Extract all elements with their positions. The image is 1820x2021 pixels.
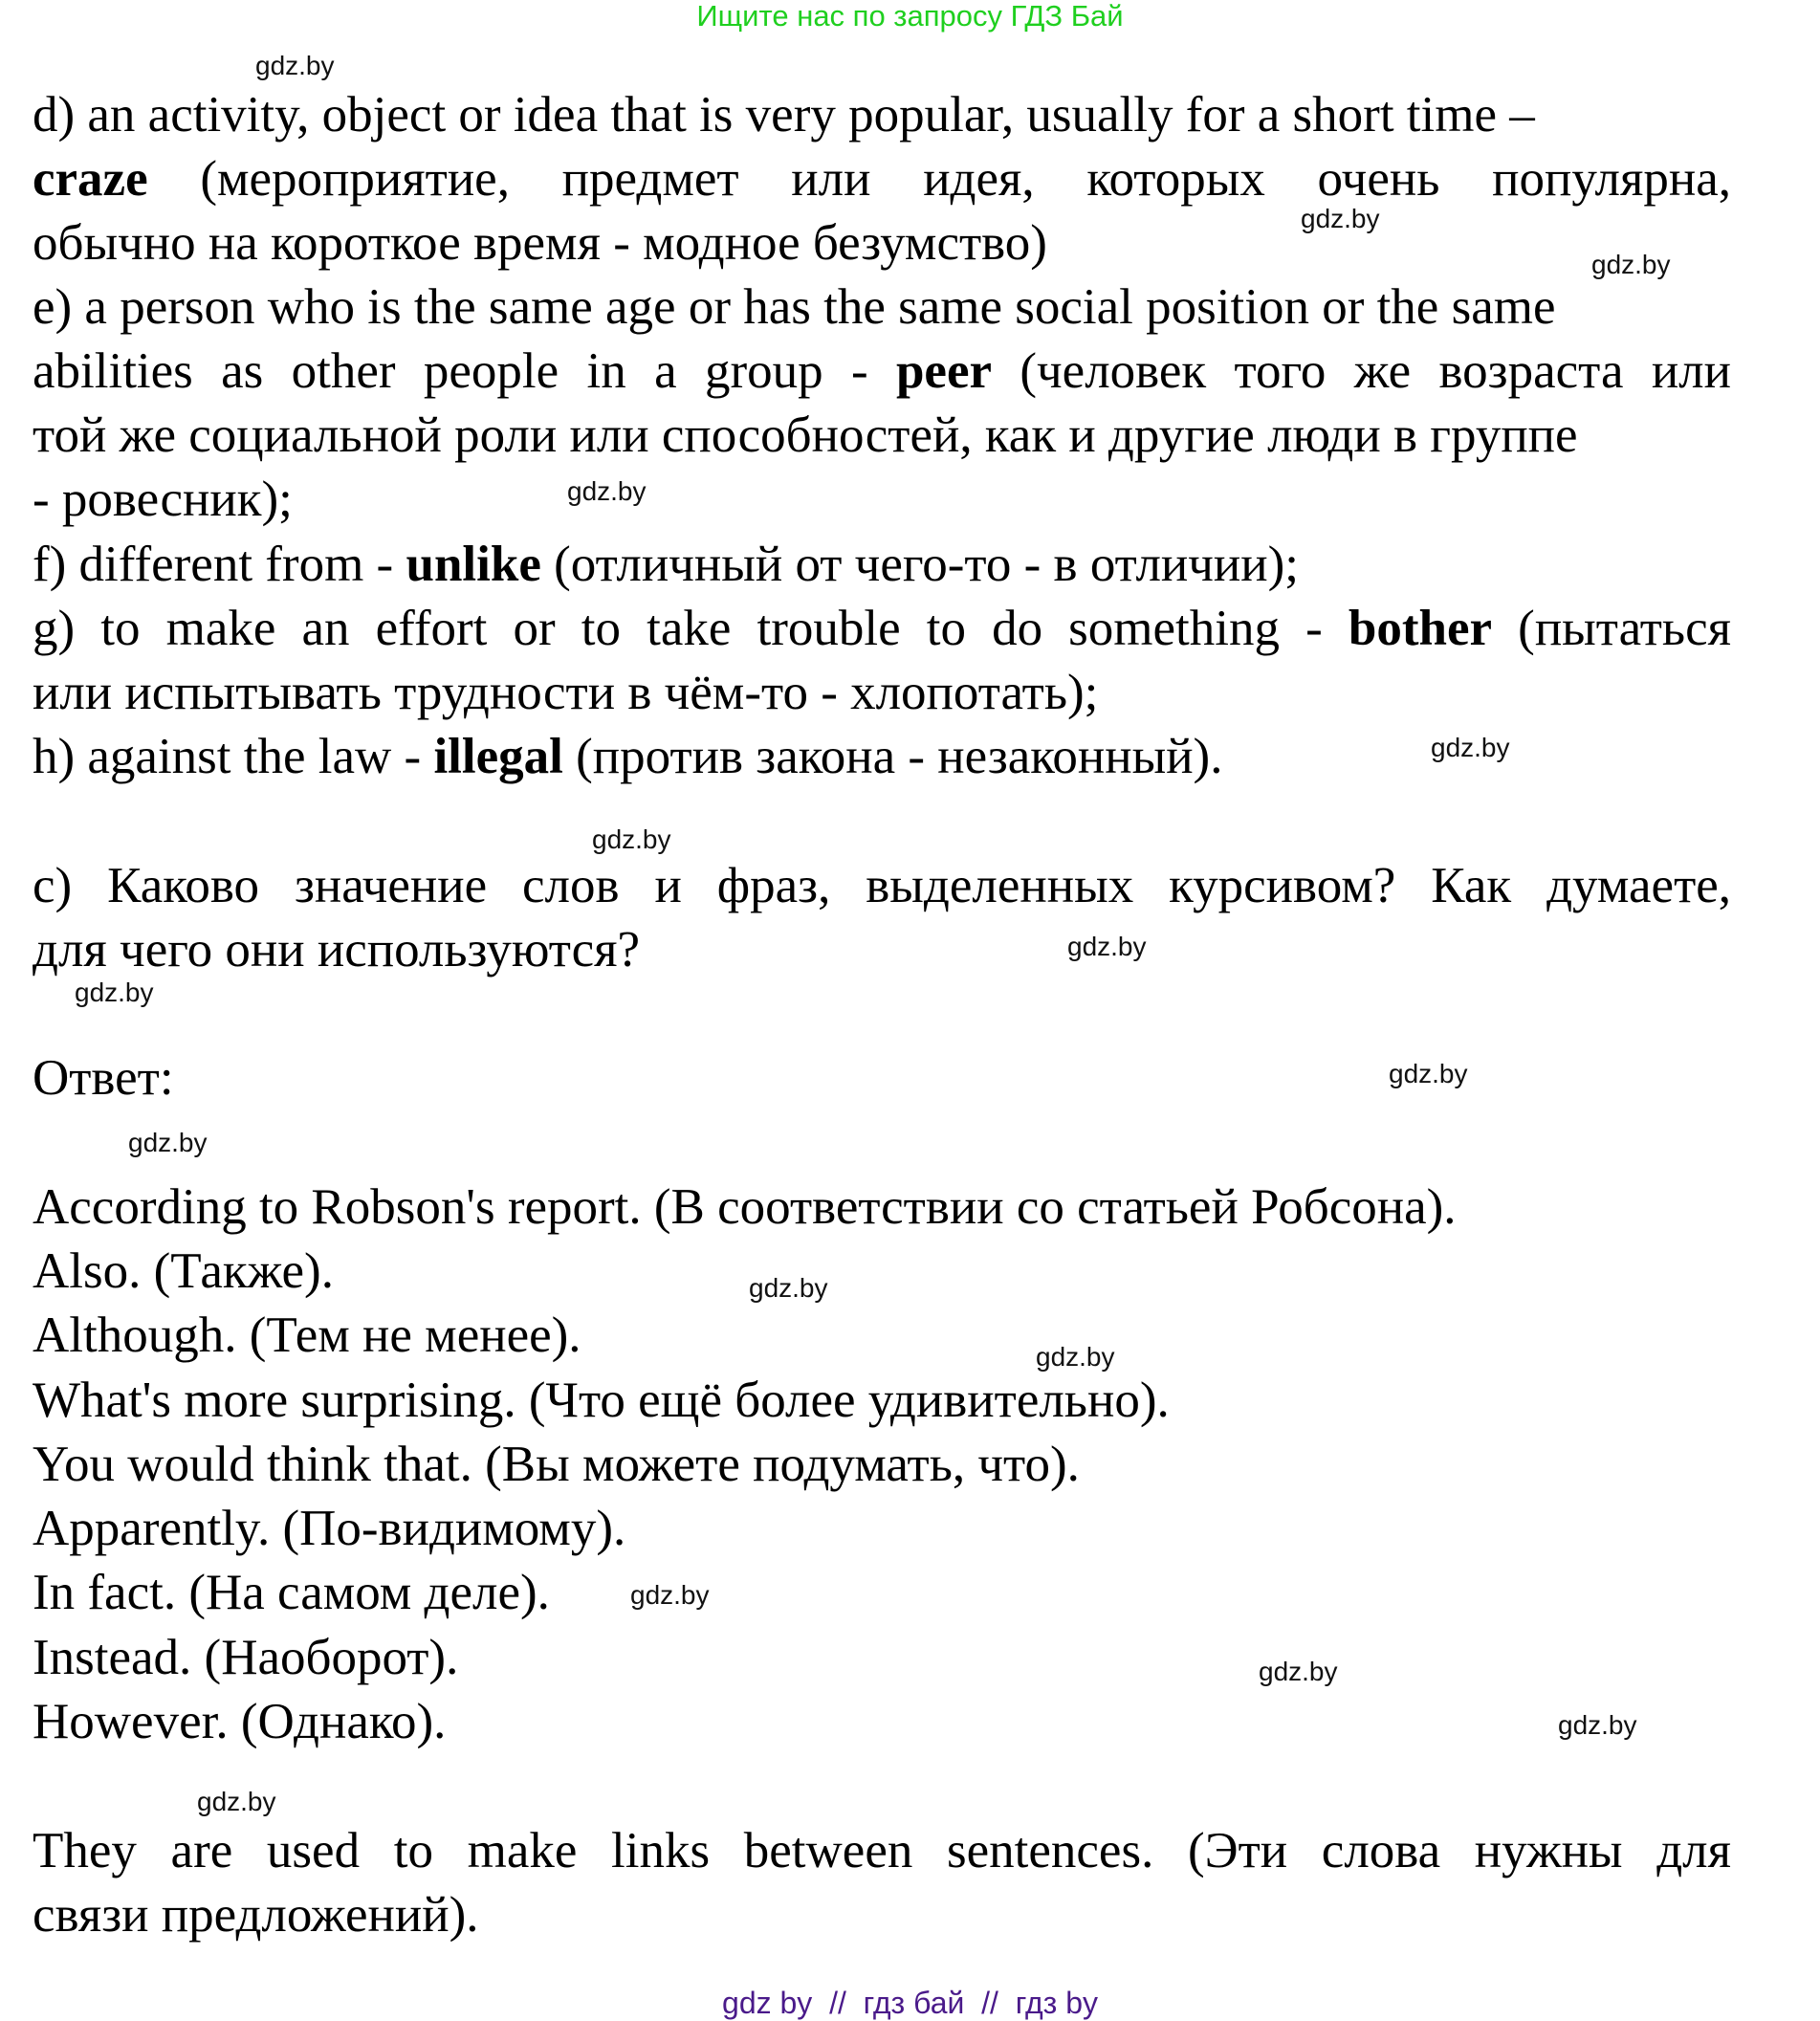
definition-line: g) to make an effort or to take trouble to do something - bother (пытаться xyxy=(33,601,1731,656)
definition-line: или испытывать трудности в чём-то - хлопотать); xyxy=(33,665,1099,720)
definition-line: - ровесник); xyxy=(33,472,293,527)
definition-line: e) a person who is the same age or has the same social position or the same xyxy=(33,279,1556,335)
term: unlike xyxy=(406,537,541,592)
conclusion-line: связи предложений). xyxy=(33,1887,479,1943)
watermark: gdz.by xyxy=(75,978,154,1007)
answer-item: In fact. (На самом деле). xyxy=(33,1565,550,1620)
watermark: gdz.by xyxy=(1036,1342,1115,1372)
watermark: gdz.by xyxy=(1067,932,1147,961)
watermark: gdz.by xyxy=(1431,733,1510,762)
definition-line: h) against the law - illegal (против закона - незаконный). xyxy=(33,729,1223,784)
search-hint-banner: Ищите нас по запросу ГДЗ Бай xyxy=(696,0,1124,33)
answer-item: What's more surprising. (Что ещё более удивительно). xyxy=(33,1373,1170,1428)
answer-item: According to Robson's report. (В соответствии со статьей Робсона). xyxy=(33,1179,1457,1235)
watermark: gdz.by xyxy=(749,1273,828,1303)
answer-item: You would think that. (Вы можете подумать, что). xyxy=(33,1437,1080,1492)
answer-item: Although. (Тем не менее). xyxy=(33,1307,581,1363)
conclusion-line: They are used to make links between sentences. (Эти слова нужны для xyxy=(33,1823,1731,1878)
question-line: c) Каково значение слов и фраз, выделенных курсивом? Как думаете, xyxy=(33,858,1731,913)
term: bother xyxy=(1348,601,1493,656)
term: peer xyxy=(895,343,993,399)
footer-links[interactable]: gdz by // гдз бай // гдз by xyxy=(722,1986,1098,2020)
watermark: gdz.by xyxy=(128,1128,208,1157)
definition-line: d) an activity, object or idea that is very popular, usually for a short time – xyxy=(33,87,1535,143)
answer-item: Also. (Также). xyxy=(33,1243,334,1299)
definition-line: abilities as other people in a group - peer (человек того же возраста или xyxy=(33,343,1731,399)
term: craze xyxy=(33,151,148,207)
watermark: gdz.by xyxy=(197,1787,276,1816)
answer-item: However. (Однако). xyxy=(33,1694,447,1749)
watermark: gdz.by xyxy=(1301,204,1380,233)
answer-item: Instead. (Наоборот). xyxy=(33,1630,459,1685)
watermark: gdz.by xyxy=(592,824,671,854)
watermark: gdz.by xyxy=(1259,1657,1338,1686)
definition-line: той же социальной роли или способностей, как и другие люди в группе xyxy=(33,407,1578,463)
definition-line: обычно на короткое время - модное безумство) xyxy=(33,215,1047,271)
definition-line: f) different from - unlike (отличный от чего-то - в отличии); xyxy=(33,537,1300,592)
watermark: gdz.by xyxy=(1591,250,1671,279)
question-line: для чего они используются? xyxy=(33,922,640,978)
watermark: gdz.by xyxy=(630,1580,710,1610)
answer-item: Apparently. (По-видимому). xyxy=(33,1501,626,1556)
answer-label: Ответ: xyxy=(33,1050,174,1106)
watermark: gdz.by xyxy=(1389,1059,1468,1088)
definition-line: craze (мероприятие, предмет или идея, которых очень популярна, xyxy=(33,151,1731,207)
watermark: gdz.by xyxy=(567,476,647,506)
term: illegal xyxy=(433,729,563,784)
watermark: gdz.by xyxy=(255,51,335,80)
watermark: gdz.by xyxy=(1558,1710,1637,1740)
